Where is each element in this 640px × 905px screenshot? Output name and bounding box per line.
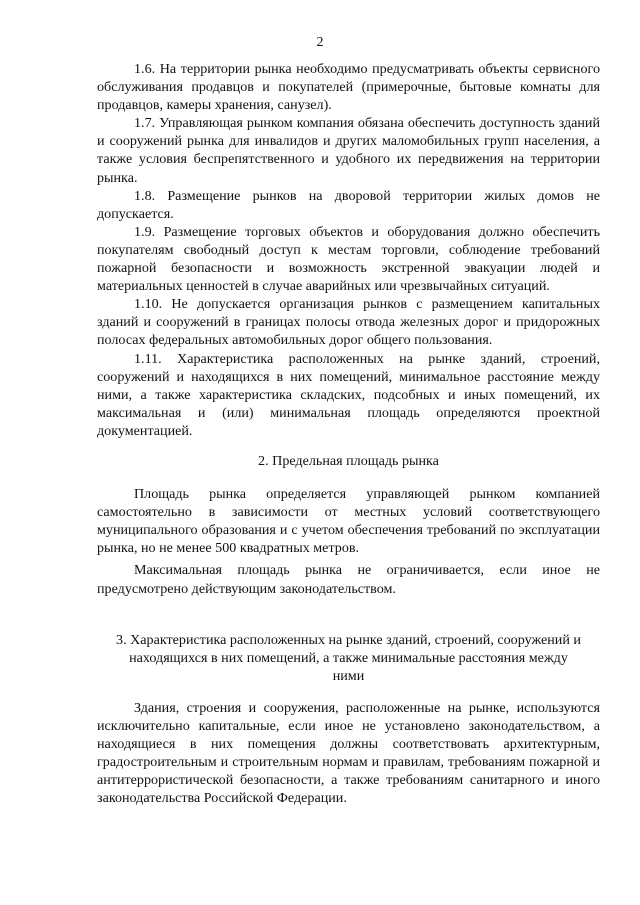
clause-1-8: 1.8. Размещение рынков на дворовой территории жилых домов не допускается.	[97, 187, 600, 222]
clause-1-6: 1.6. На территории рынка необходимо предусматривать объекты сервисного обслуживания продавцов и покупателей (примерочные, бытовые комнаты для продавцов, камеры хранения, санузел).	[97, 61, 600, 114]
clause-1-9: 1.9. Размещение торговых объектов и оборудования должно обеспечить покупателям свободный доступ к местам торговли, соблюдение требований пожарной безопасности и возможность экстренной эвакуации людей и материальных ценностей в случае аварийных или чрезвычайных ситуаций.	[97, 223, 600, 295]
section-3-heading: 3. Характеристика расположенных на рынке зданий, строений, сооружений и находящихся в них помещений, а также минимальные расстояния между ними	[116, 631, 581, 684]
clause-1-10: 1.10. Не допускается организация рынков с размещением капитальных зданий и сооружений в границах полосы отвода железных дорог и придорожных полосах федеральных автомобильных дорог общего пользования.	[97, 296, 600, 349]
section-2-paragraph-2: Максимальная площадь рынка не ограничивается, если иное не предусмотрено действующим законодательством.	[97, 562, 600, 597]
section-2-paragraph-1: Площадь рынка определяется управляющей рынком компанией самостоятельно в зависимости от местных условий соответствующего муниципального образования и с учетом обеспечения требований по эксплуатации рынка, но не менее 500 квадратных метров.	[97, 486, 600, 557]
section-3-paragraph-1: Здания, строения и сооружения, расположенные на рынке, используются исключительно капитальные, если иное не установлено законодательством, а находящиеся в них помещения должны соответствовать архитектурным, градостроительным и строительным нормам и правилам, требованиям пожарной и антитеррористической безопасности, а также требованиям санитарного и иного законодательства Российской Федерации.	[97, 699, 600, 807]
clause-1-7: 1.7. Управляющая рынком компания обязана обеспечить доступность зданий и сооружений рынка для инвалидов и других маломобильных групп населения, а также условия беспрепятственного и удобного их передвижения на территории рынка.	[97, 115, 600, 186]
clause-1-11: 1.11. Характеристика расположенных на рынке зданий, строений, сооружений и находящихся в них помещений, минимальное расстояние между ними, а также характеристика складских, подсобных и иных помещений, их максимальная и (или) минимальная площадь определяются проектной документацией.	[97, 350, 600, 439]
page-number: 2	[316, 35, 324, 50]
document-body	[97, 60, 600, 807]
section-2-heading: 2. Предельная площадь рынка	[258, 452, 439, 469]
